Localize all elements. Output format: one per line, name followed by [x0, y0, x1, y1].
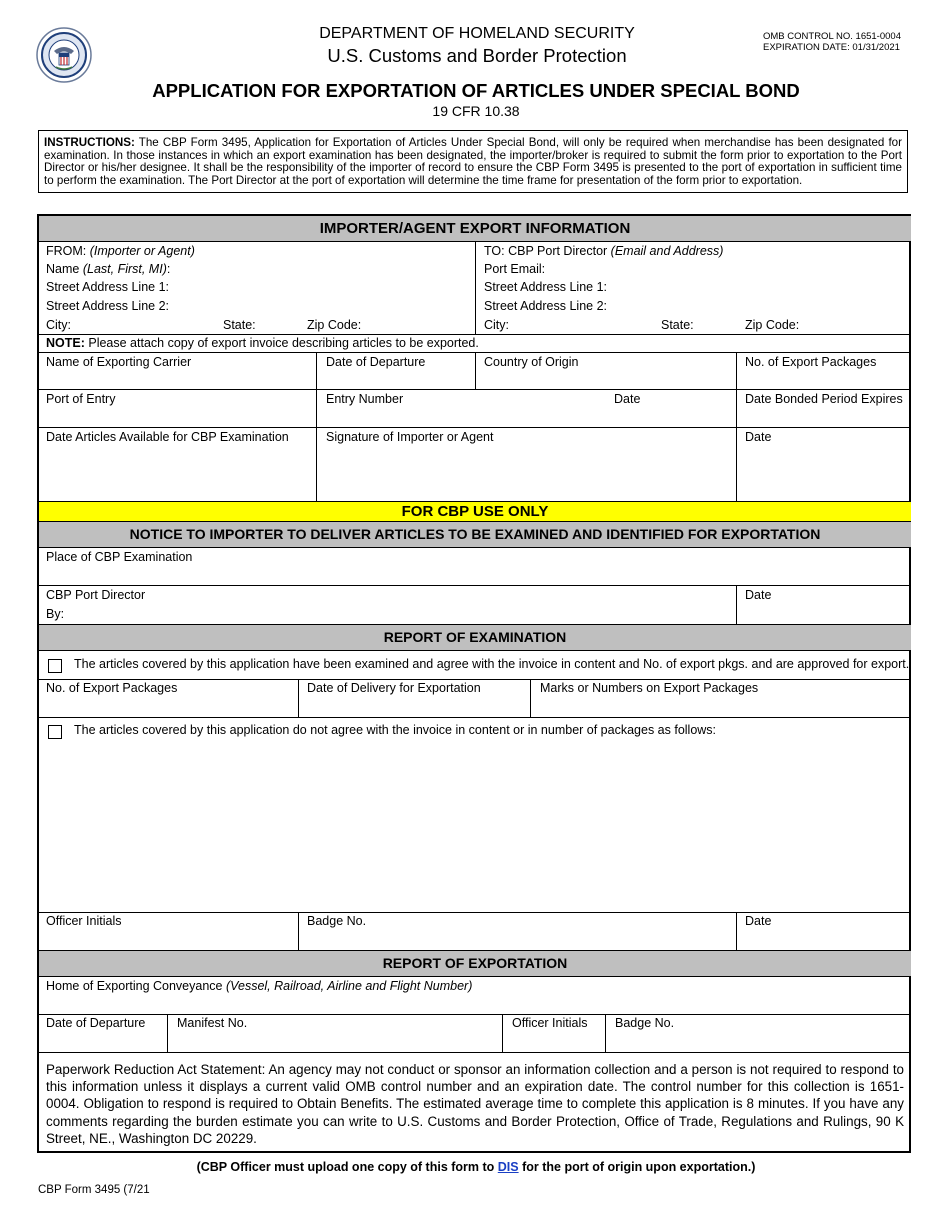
notice-section-header: NOTICE TO IMPORTER TO DELIVER ARTICLES TO BE EXAMINED AND IDENTIFIED FOR EXPORTATION [39, 521, 911, 548]
from-street1-label: Street Address Line 1: [46, 280, 169, 294]
country-of-origin-label: Country of Origin [484, 355, 579, 369]
from-city-label: City: [46, 318, 71, 332]
agency-name: U.S. Customs and Border Protection [327, 45, 627, 66]
discrepancy-statement: The articles covered by this application do not agree with the invoice in content or in number of packages as follows: [74, 723, 717, 737]
from-state-label: State: [223, 318, 256, 332]
instructions-text: The CBP Form 3495, Application for Exportation of Articles Under Special Bond, will only be required when merchandise has been designated for examination. In those instances in which an export examination has been designated, the importer/broker is required to submit the form prior to exportation to the Port Director or his/her designee. It shall be the responsibility of the importer of record to ensure the CBP Form 3495 is presented to the port of exportation in sufficient time to perform the examination. The Port Director at the port of exportation will determine the time frame for presentation of the form prior to exportation. [44, 136, 902, 187]
cbp-use-only-banner: FOR CBP USE ONLY [39, 501, 911, 521]
export-badge-label: Badge No. [615, 1016, 675, 1030]
to-city-label: City: [484, 318, 509, 332]
cbp-port-director-label: CBP Port Director [46, 588, 146, 602]
paperwork-reduction-statement: Paperwork Reduction Act Statement: An agency may not conduct or sponsor an information collection and a person is not required to respond to this information unless it displays a current valid OMB control number and an expiration date. The control number for this collection is 1651-0004. Obligation to respond is required to Obtain Benefits. The estimated average time to complete this application is 8 minutes. If you have any comments regarding the burden estimate you can write to U.S. Customs and Border Protection, Office of Trade, Regulations and Rulings, 90 K Street, NE., Washington DC 20229. [46, 1062, 904, 1146]
port-email-label: Port Email: [484, 262, 546, 276]
exam-export-packages-label: No. of Export Packages [46, 681, 178, 695]
discrepancy-checkbox[interactable] [48, 725, 62, 739]
expiration-date: EXPIRATION DATE: 01/31/2021 [763, 42, 900, 53]
upload-instruction: (CBP Officer must upload one copy of this form to DIS for the port of origin upon exportation.) [196, 1160, 756, 1174]
form-title: APPLICATION FOR EXPORTATION OF ARTICLES UNDER SPECIAL BOND [152, 80, 800, 101]
port-director-date-label: Date [745, 588, 772, 602]
exam-officer-initials-label: Officer Initials [46, 914, 122, 928]
note: NOTE: Please attach copy of export invoice describing articles to be exported. [46, 336, 479, 350]
dhs-seal-icon [36, 27, 92, 83]
exportation-section-header: REPORT OF EXPORTATION [39, 950, 911, 977]
entry-date-label: Date [614, 392, 641, 406]
dis-link[interactable]: DIS [497, 1160, 519, 1174]
export-packages-label: No. of Export Packages [745, 355, 877, 369]
from-label: FROM: (Importer or Agent) [46, 244, 195, 258]
approved-statement: The articles covered by this application have been examined and agree with the invoice in content and No. of export pkgs. and are approved for export. [74, 657, 910, 671]
omb-control-number: OMB CONTROL NO. 1651-0004 [763, 31, 901, 42]
by-label: By: [46, 607, 65, 621]
available-for-exam-label: Date Articles Available for CBP Examination [46, 430, 289, 444]
package-marks-label: Marks or Numbers on Export Packages [540, 681, 759, 695]
importer-signature-label: Signature of Importer or Agent [326, 430, 494, 444]
approved-checkbox[interactable] [48, 659, 62, 673]
manifest-number-label: Manifest No. [177, 1016, 248, 1030]
port-of-entry-label: Port of Entry [46, 392, 116, 406]
from-street2-label: Street Address Line 2: [46, 299, 169, 313]
signature-date-label: Date [745, 430, 772, 444]
conveyance-label: Home of Exporting Conveyance (Vessel, Railroad, Airline and Flight Number) [46, 979, 473, 993]
to-zip-label: Zip Code: [745, 318, 800, 332]
department-name: DEPARTMENT OF HOMELAND SECURITY [319, 25, 635, 42]
form-number: CBP Form 3495 (7/21 [38, 1184, 150, 1196]
instructions-label: INSTRUCTIONS: [44, 136, 135, 149]
exam-badge-label: Badge No. [307, 914, 367, 928]
from-zip-label: Zip Code: [307, 318, 362, 332]
exporting-carrier-label: Name of Exporting Carrier [46, 355, 192, 369]
place-of-exam-label: Place of CBP Examination [46, 550, 193, 564]
export-departure-label: Date of Departure [46, 1016, 146, 1030]
to-label: TO: CBP Port Director (Email and Address) [484, 244, 724, 258]
importer-section-header: IMPORTER/AGENT EXPORT INFORMATION [39, 215, 911, 242]
instructions-box [38, 130, 908, 193]
bonded-period-expires-label: Date Bonded Period Expires [745, 392, 903, 406]
to-state-label: State: [661, 318, 694, 332]
name-label: Name (Last, First, MI): [46, 262, 171, 276]
departure-date-label: Date of Departure [326, 355, 426, 369]
export-officer-initials-label: Officer Initials [512, 1016, 588, 1030]
to-street1-label: Street Address Line 1: [484, 280, 607, 294]
delivery-date-label: Date of Delivery for Exportation [307, 681, 481, 695]
entry-number-label: Entry Number [326, 392, 404, 406]
to-street2-label: Street Address Line 2: [484, 299, 607, 313]
exam-date-label: Date [745, 914, 772, 928]
examination-section-header: REPORT OF EXAMINATION [39, 624, 911, 651]
cfr-reference: 19 CFR 10.38 [432, 103, 520, 119]
